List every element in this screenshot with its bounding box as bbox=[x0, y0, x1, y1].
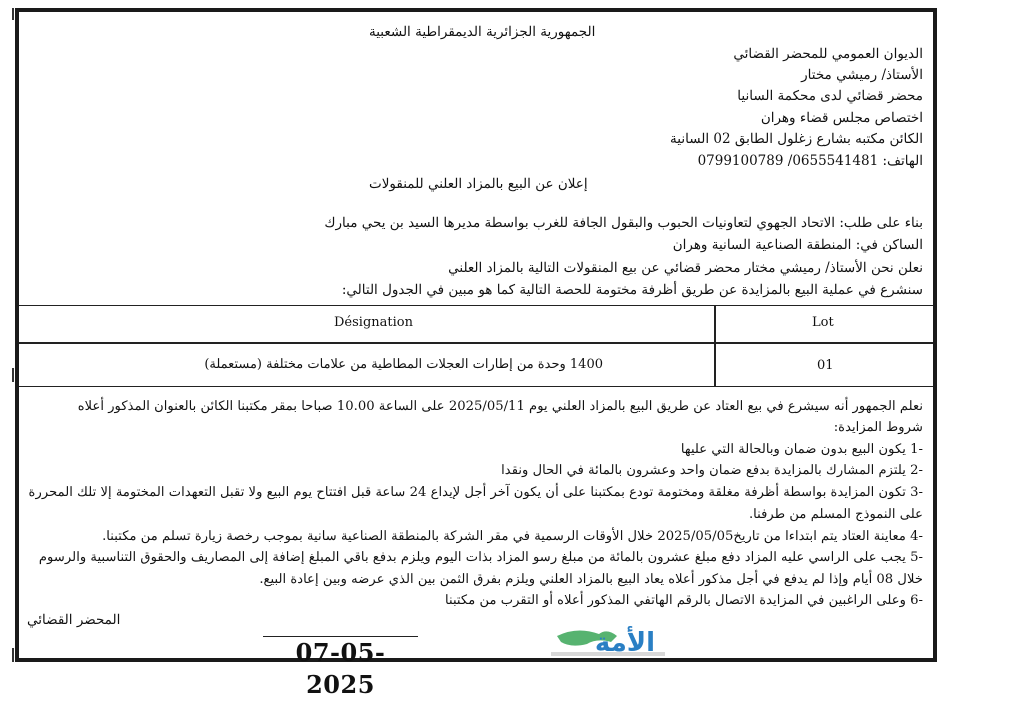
court-name: محضر قضائي لدى محكمة السانيا bbox=[737, 88, 923, 104]
condition-1: -1 يكون البيع بدون ضمان وبالحالة التي عليها bbox=[680, 442, 923, 457]
condition-3: -3 تكون المزايدة بواسطة أظرفة مغلقة ومختومة تودع بمكتبنا على أن يكون آخر أجل لإيداع 24 ساعة قبل افتتاح يوم البيع ولا تقبل التعهدات المختومة إلا تلك المحررة bbox=[28, 485, 923, 500]
notice-title: إعلان عن البيع بالمزاد العلني للمنقولات bbox=[369, 176, 588, 192]
condition-3-continued: على النموذج المسلم من طرفنا. bbox=[748, 507, 923, 522]
newspaper-logo bbox=[547, 624, 669, 664]
intro-line-2: الساكن في: المنطقة الصناعية السانية وهران bbox=[672, 237, 923, 253]
publication-date: 07-05-2025 bbox=[263, 636, 418, 667]
margin-tick-mid bbox=[12, 368, 14, 382]
logo-text: الأمة bbox=[594, 628, 656, 658]
office-name: الديوان العمومي للمحضر القضائي bbox=[733, 46, 923, 62]
condition-5-continued: خلال 08 أيام وإذا لم يدفع في أجل مذكور أعلاه يعاد البيع بالمزاد العلني ويلزم بفرق الثمن بين الذي عرضه وبين إعادة البيع. bbox=[259, 572, 923, 587]
lot-number: 01 bbox=[817, 358, 834, 373]
condition-6: -6 وعلى الراغبين في المزايدة الاتصال بالرقم الهاتفي المذكور أعلاه أو التقرب من مكتبنا bbox=[444, 593, 923, 608]
margin-tick-bottom bbox=[12, 648, 14, 662]
republic-heading: الجمهورية الجزائرية الديمقراطية الشعبية bbox=[369, 24, 596, 40]
intro-line-1: بناء على طلب: الاتحاد الجهوي لتعاونيات الحبوب والبقول الجافة للغرب بواسطة مديرها السيد بن يحي مبارك bbox=[324, 215, 923, 231]
signature-label: المحضر القضائي bbox=[27, 612, 121, 628]
intro-line-4: سنشرع في عملية البيع بالمزايدة عن طريق أظرفة مختومة للحصة التالية كما هو مبين في الجدول التالي: bbox=[341, 282, 923, 298]
margin-tick-top bbox=[12, 8, 14, 20]
conditions-heading: شروط المزايدة: bbox=[833, 420, 923, 435]
table-column-divider bbox=[714, 306, 716, 386]
phone-numbers: الهاتف: 0655541481/ 0799100789 bbox=[697, 153, 923, 169]
newspaper-logo-icon bbox=[547, 624, 669, 664]
jurisdiction: اختصاص مجلس قضاء وهران bbox=[760, 110, 923, 126]
column-header-designation: Désignation bbox=[334, 315, 413, 330]
lot-designation: 1400 وحدة من إطارات العجلات المطاطية من علامات مختلفة (مستعملة) bbox=[204, 357, 603, 372]
condition-5: -5 يجب على الراسي عليه المزاد دفع مبلغ عشرون بالمائة من مبلغ رسو المزاد بذات اليوم ويلزم بدفع باقي المبلغ إضافة إلى المصاريف والحقوق التناسبية والرسوم bbox=[38, 550, 923, 565]
intro-line-3: نعلن نحن الأستاذ/ رميشي مختار محضر قضائي عن بيع المنقولات التالية بالمزاد العلني bbox=[448, 260, 923, 276]
condition-2: -2 يلتزم المشارك بالمزايدة بدفع ضمان واحد وعشرون بالمائة في الحال ونقدا bbox=[501, 463, 923, 478]
lots-table bbox=[19, 305, 933, 387]
lawyer-name: الأستاذ/ رميشي مختار bbox=[801, 67, 923, 83]
table-header-divider bbox=[19, 342, 933, 344]
legal-notice bbox=[15, 8, 937, 699]
column-header-lot: Lot bbox=[812, 315, 834, 330]
office-address: الكائن مكتبه بشارع زغلول الطابق 02 السانية bbox=[670, 131, 923, 147]
condition-4: -4 معاينة العتاد يتم ابتداءا من تاريخ2025/05/05 خلال الأوقات الرسمية في مقر الشركة بالمنطقة الصناعية سانية بموجب رخصة زيارة تسلم من مكتبنا. bbox=[102, 529, 923, 544]
auction-announcement: نعلم الجمهور أنه سيشرع في بيع العتاد عن طريق البيع بالمزاد العلني يوم 2025/05/11 على الساعة 10.00 صباحا بمقر مكتبنا الكائن بالعنوان المذكور أعلاه bbox=[77, 399, 923, 414]
